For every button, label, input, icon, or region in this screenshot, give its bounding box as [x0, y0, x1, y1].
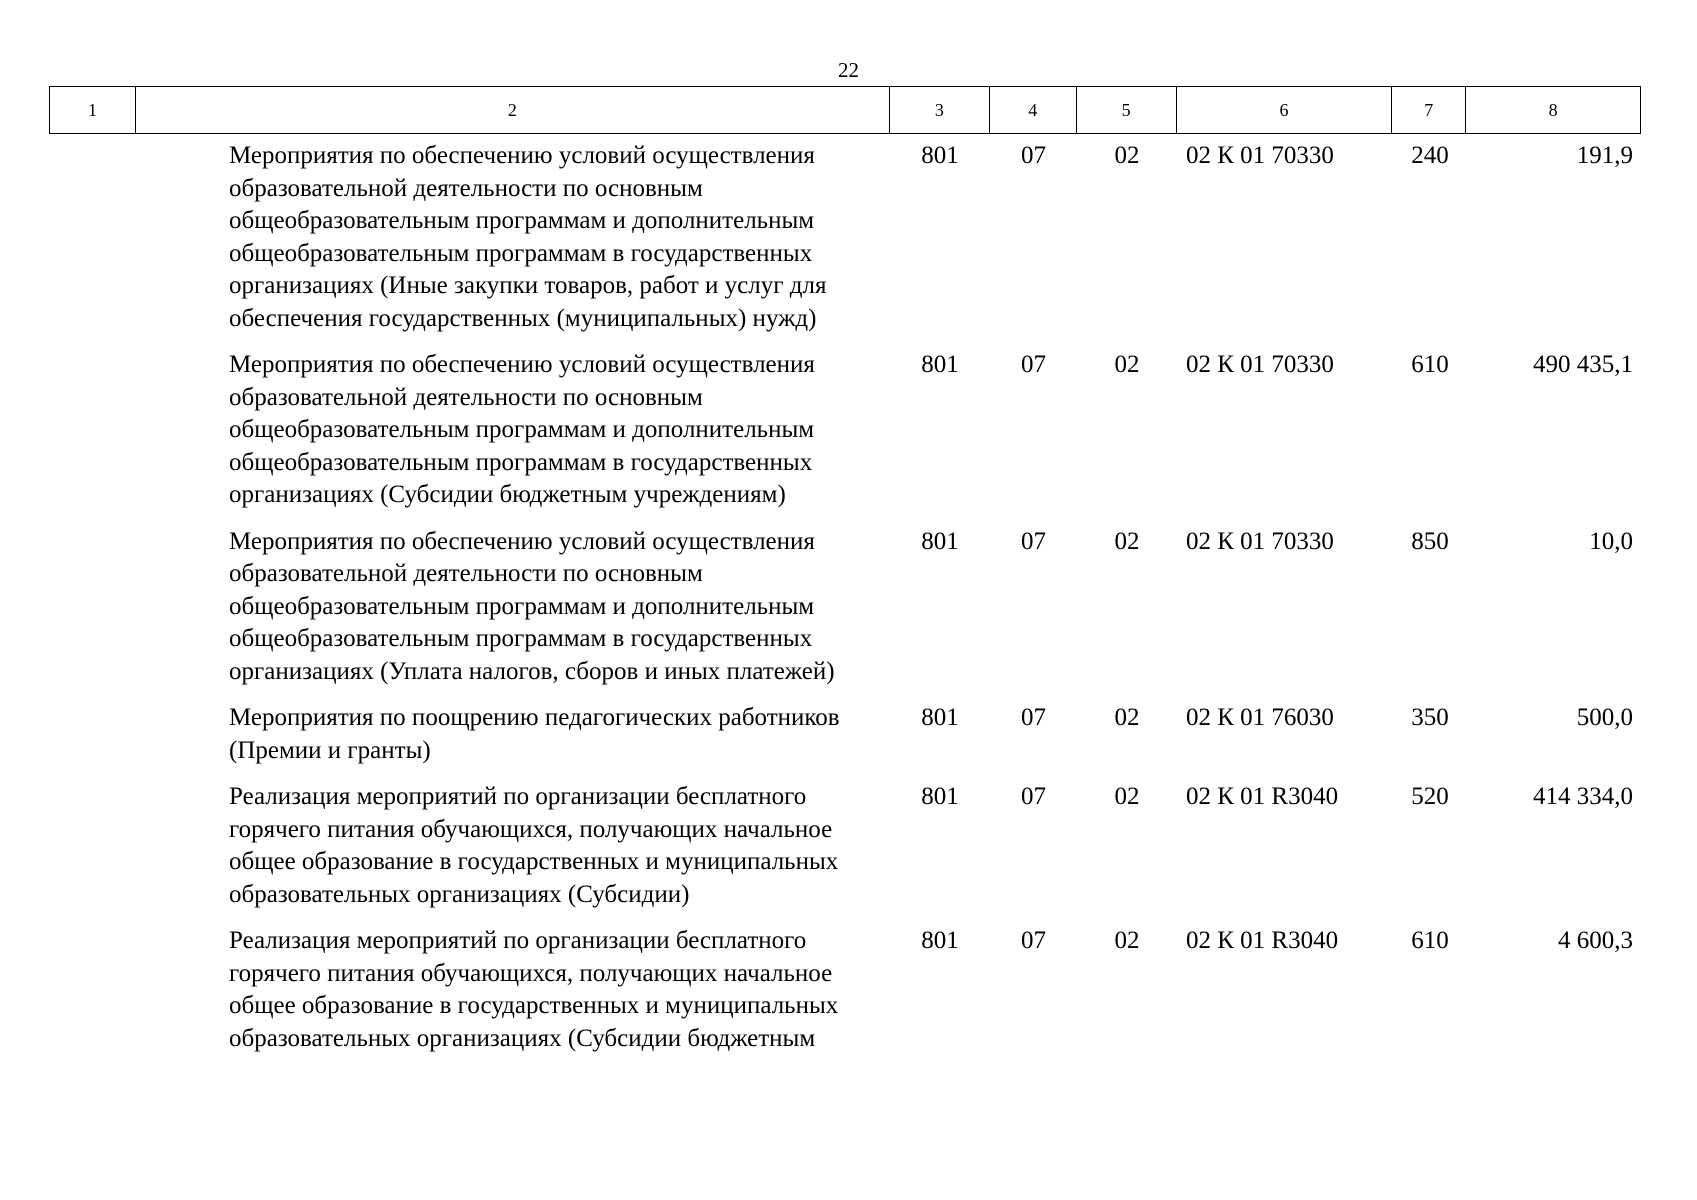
row-col-7: 240	[1411, 142, 1449, 169]
row-col-3: 801	[921, 351, 959, 378]
row-description: Мероприятия по обеспечению условий осуществления образовательной деятельности по основным общеобразовательным программам и дополнительным общеобразовательным программам в государственных организациях (Субсидии бюджетным учреждениям)	[229, 351, 815, 508]
row-amount: 191,9	[1576, 142, 1633, 169]
row-col-5: 02	[1114, 704, 1140, 731]
row-amount: 500,0	[1576, 704, 1633, 731]
row-spacer	[49, 781, 135, 911]
row-col-6: 02 К 01 70330	[1186, 351, 1334, 378]
row-col-3: 801	[921, 527, 959, 555]
row-description: Реализация мероприятий по организации бесплатного горячего питания обучающихся, получающих начальное общее образование в государственных и муниципальных образовательных организациях (Субсидии)	[229, 783, 839, 908]
row-description: Мероприятия по обеспечению условий осуществления образовательной деятельности по основным общеобразовательным программам и дополнительным общеобразовательным программам в государственных организациях (Иные закупки товаров, работ и услуг для обеспечения государственных (муниципальных) нужд)	[229, 142, 827, 332]
table-row	[49, 702, 1641, 767]
row-amount: 4 600,3	[1558, 927, 1633, 954]
row-col-5: 02	[1114, 927, 1140, 954]
header-col-4: 4	[990, 87, 1077, 133]
row-col-5: 02	[1114, 527, 1140, 555]
row-amount: 490 435,1	[1533, 351, 1633, 378]
table-row	[49, 349, 1641, 512]
row-col-7: 350	[1411, 704, 1449, 731]
row-col-3: 801	[921, 783, 959, 810]
row-col-7: 850	[1411, 527, 1449, 555]
header-col-2: 2	[136, 87, 890, 133]
table-row	[49, 925, 1641, 1055]
row-col-4: 07	[1021, 351, 1046, 378]
row-col-5: 02	[1114, 351, 1140, 378]
table-row	[49, 781, 1641, 911]
row-col-7: 520	[1411, 783, 1449, 810]
row-col-6: 02 К 01 76030	[1186, 704, 1334, 731]
row-spacer	[49, 349, 135, 512]
row-col-3: 801	[921, 704, 959, 731]
row-spacer	[49, 526, 135, 689]
row-col-7: 610	[1411, 927, 1449, 954]
row-col-4: 07	[1021, 783, 1046, 810]
row-col-7: 610	[1411, 351, 1449, 378]
header-col-3: 3	[890, 87, 990, 133]
header-col-8: 8	[1548, 99, 1558, 120]
table-row	[49, 526, 1641, 689]
table-header	[49, 86, 1641, 134]
row-col-6: 02 К 01 70330	[1186, 527, 1334, 555]
row-col-5: 02	[1114, 142, 1140, 169]
table-row	[49, 140, 1641, 335]
row-col-6: 02 К 01 70330	[1186, 142, 1334, 169]
table-body	[49, 140, 1641, 1069]
row-amount: 414 334,0	[1533, 783, 1633, 810]
row-spacer	[49, 925, 135, 1055]
row-spacer	[49, 702, 135, 767]
header-col-7: 7	[1392, 87, 1466, 133]
row-col-4: 07	[1021, 704, 1046, 731]
row-col-3: 801	[921, 142, 959, 169]
row-description: Мероприятия по поощрению педагогических работников (Премии и гранты)	[229, 704, 840, 764]
row-col-4: 07	[1021, 927, 1046, 954]
row-amount: 10,0	[1589, 527, 1633, 555]
row-col-6: 02 К 01 R3040	[1186, 927, 1339, 954]
header-col-6: 6	[1177, 87, 1393, 133]
row-col-4: 07	[1021, 527, 1046, 555]
row-col-4: 07	[1021, 142, 1046, 169]
row-description: Реализация мероприятий по организации бесплатного горячего питания обучающихся, получающих начальное общее образование в государственных и муниципальных образовательных организациях (Субсидии бюджетным	[229, 927, 839, 1052]
row-spacer	[49, 140, 135, 335]
row-col-5: 02	[1114, 783, 1140, 810]
header-col-5: 5	[1077, 87, 1177, 133]
page-number: 22	[838, 58, 859, 82]
row-col-3: 801	[921, 927, 959, 954]
row-description: Мероприятия по обеспечению условий осуществления образовательной деятельности по основным общеобразовательным программам и дополнительным общеобразовательным программам в государственных организациях (Уплата налогов, сборов и иных платежей)	[229, 527, 835, 685]
row-col-6: 02 К 01 R3040	[1186, 783, 1339, 810]
header-col-1: 1	[50, 87, 136, 133]
